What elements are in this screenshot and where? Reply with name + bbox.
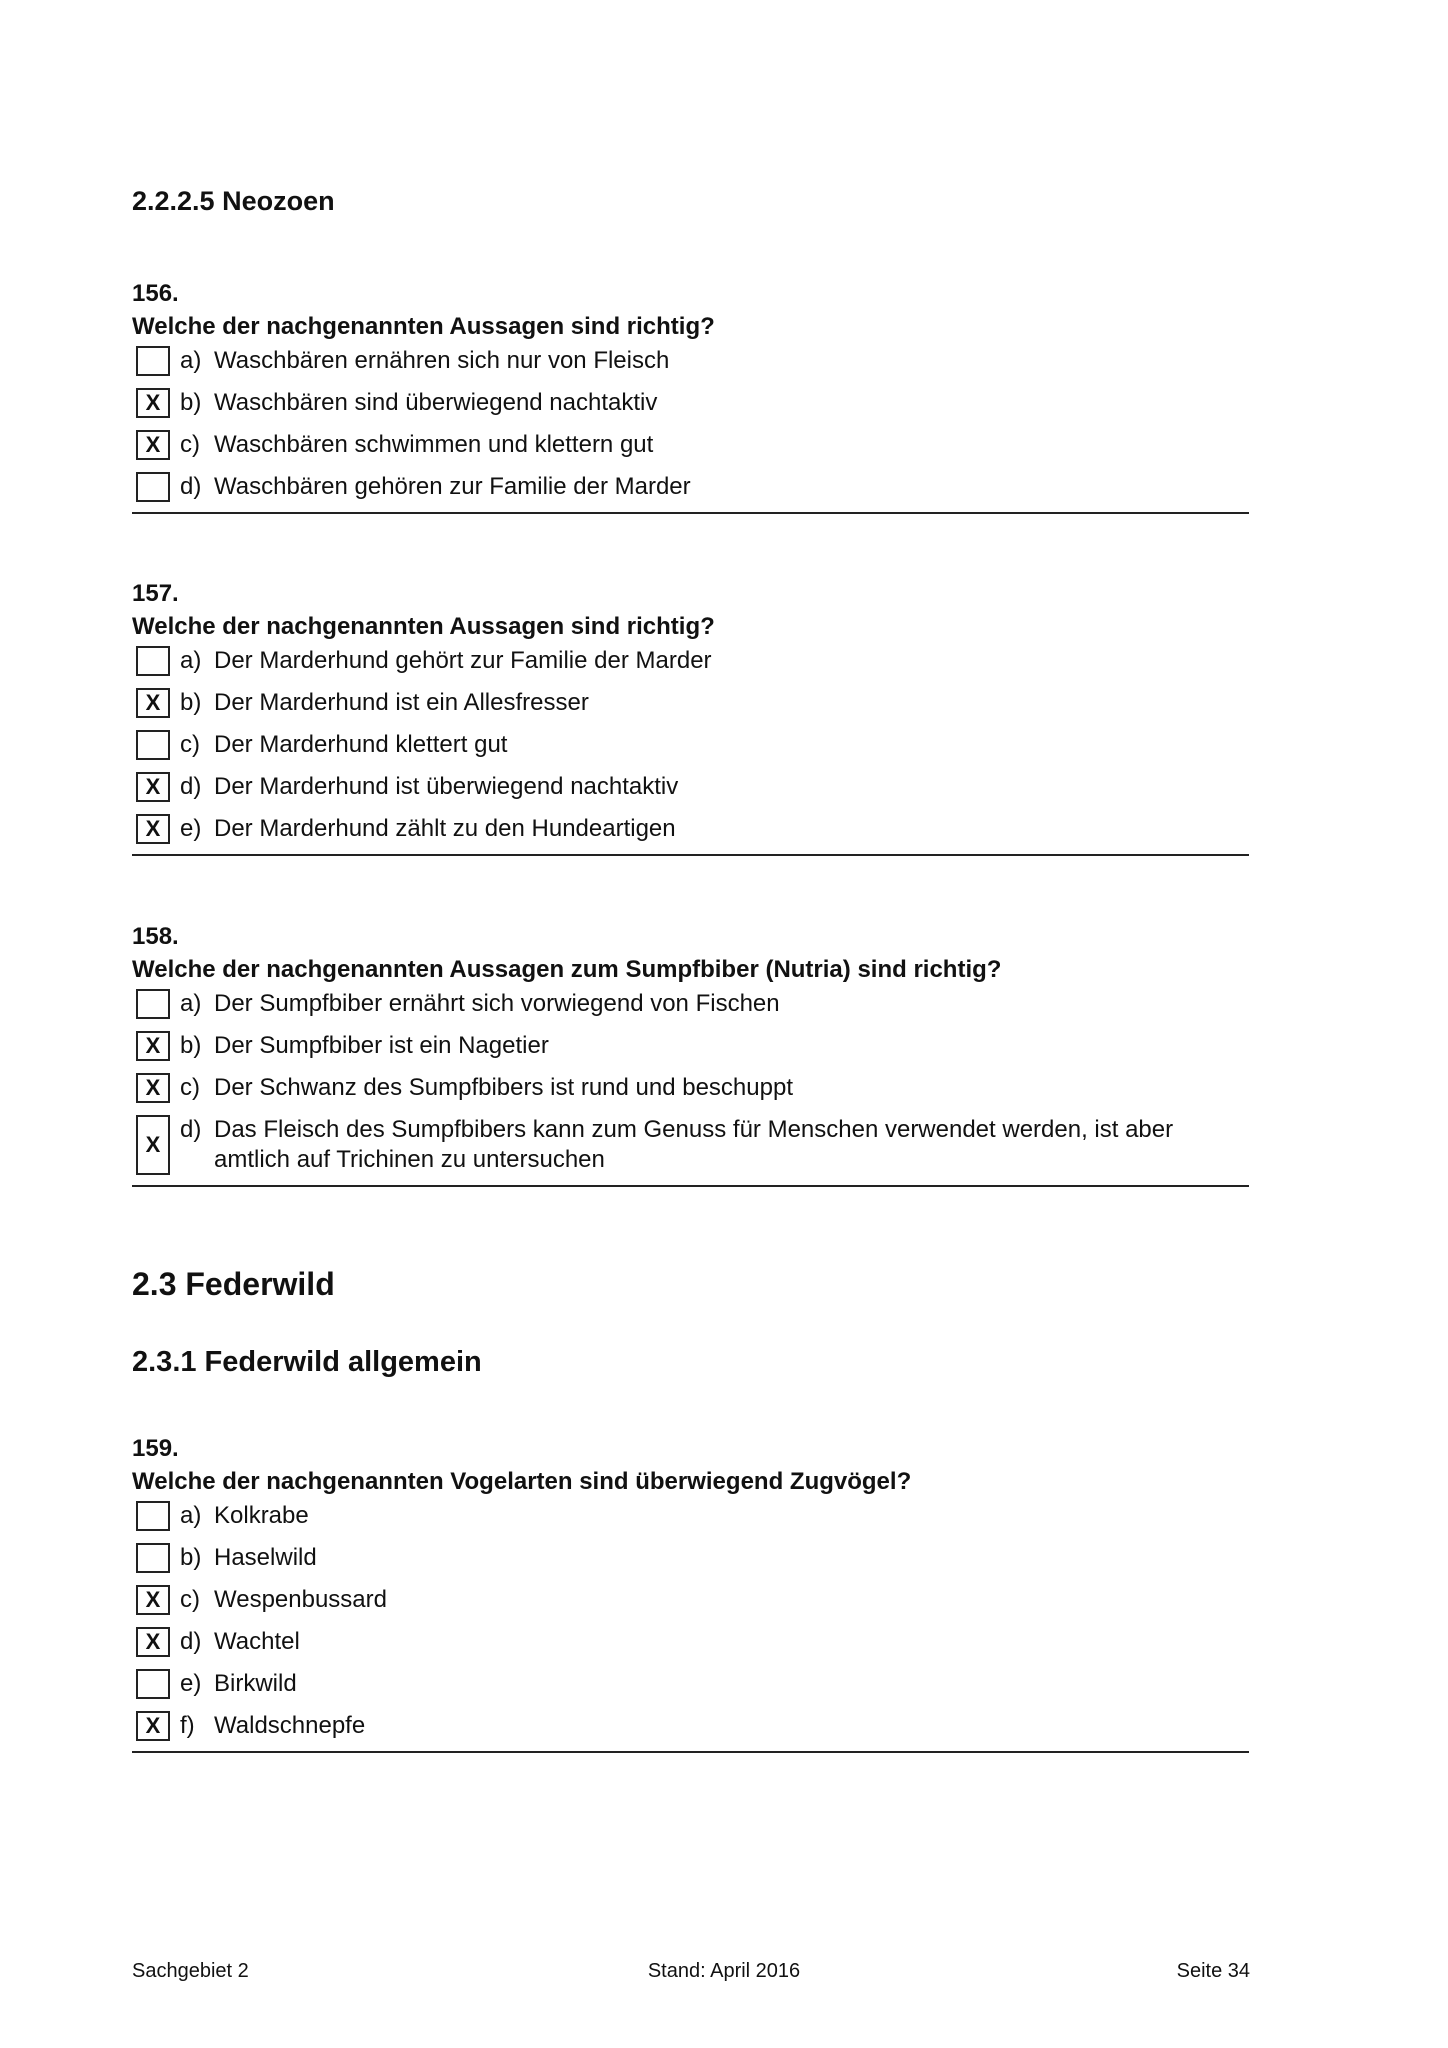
option-letter: a) — [180, 990, 202, 1017]
option-text: Der Schwanz des Sumpfbibers ist rund und beschuppt — [214, 1074, 793, 1101]
answer-checkbox[interactable]: X — [136, 1585, 170, 1615]
option-letter: f) — [180, 1712, 195, 1739]
option-text: Wachtel — [214, 1628, 300, 1655]
answer-option-a — [132, 989, 1249, 1019]
option-text: Haselwild — [214, 1544, 317, 1571]
option-text: Waschbären gehören zur Familie der Marder — [214, 473, 691, 500]
question-159 — [132, 1435, 1249, 1753]
answer-checkbox[interactable] — [136, 989, 170, 1019]
answer-checkbox[interactable]: X — [136, 688, 170, 718]
question-text: Welche der nachgenannten Aussagen zum Sumpfbiber (Nutria) sind richtig? — [132, 956, 1002, 983]
answer-checkbox[interactable]: X — [136, 772, 170, 802]
divider — [132, 512, 1249, 514]
answer-checkbox[interactable]: X — [136, 1073, 170, 1103]
option-text: Waldschnepfe — [214, 1712, 366, 1739]
question-number: 157. — [132, 580, 179, 607]
footer-page-number: Seite 34 — [1176, 1960, 1250, 1982]
question-158 — [132, 923, 1249, 1187]
answer-option-e — [132, 1669, 1249, 1699]
subsection-heading-federwild-allgemein: 2.3.1 Federwild allgemein — [132, 1346, 482, 1378]
option-text: Der Marderhund ist überwiegend nachtaktiv — [214, 773, 679, 800]
option-letter: e) — [180, 1670, 202, 1697]
option-letter: b) — [180, 1544, 202, 1571]
option-letter: d) — [180, 1116, 202, 1143]
section-heading-neozoen: 2.2.2.5 Neozoen — [132, 186, 335, 216]
answer-checkbox[interactable] — [136, 472, 170, 502]
option-text: Der Sumpfbiber ernährt sich vorwiegend von Fischen — [214, 990, 780, 1017]
divider — [132, 1751, 1249, 1753]
option-letter: a) — [180, 647, 202, 674]
option-text: Waschbären ernähren sich nur von Fleisch — [214, 347, 670, 374]
answer-option-d — [132, 472, 1249, 502]
question-number: 156. — [132, 280, 179, 307]
option-letter: b) — [180, 1032, 202, 1059]
option-letter: c) — [180, 1074, 200, 1101]
option-text: Der Marderhund klettert gut — [214, 731, 508, 758]
option-letter: d) — [180, 473, 202, 500]
answer-checkbox[interactable] — [136, 346, 170, 376]
option-text: Wespenbussard — [214, 1586, 387, 1613]
answer-option-b — [132, 688, 1249, 718]
option-letter: a) — [180, 1502, 202, 1529]
option-text: Das Fleisch des Sumpfbibers kann zum Genuss für Menschen verwendet werden, ist aber amtlich auf Trichinen zu untersuchen — [214, 1116, 1174, 1173]
answer-checkbox[interactable]: X — [136, 388, 170, 418]
option-text: Waschbären schwimmen und klettern gut — [214, 431, 654, 458]
answer-option-e — [132, 814, 1249, 844]
divider — [132, 1185, 1249, 1187]
answer-checkbox[interactable] — [136, 1543, 170, 1573]
option-letter: b) — [180, 689, 202, 716]
option-letter: a) — [180, 347, 202, 374]
question-156 — [132, 280, 1249, 514]
footer-date: Stand: April 2016 — [647, 1960, 801, 1982]
section-heading-federwild: 2.3 Federwild — [132, 1266, 335, 1302]
answer-option-b — [132, 1543, 1249, 1573]
option-letter: e) — [180, 815, 202, 842]
answer-option-a — [132, 346, 1249, 376]
footer-section: Sachgebiet 2 — [132, 1960, 249, 1982]
option-text: Waschbären sind überwiegend nachtaktiv — [214, 389, 658, 416]
option-text: Der Marderhund ist ein Allesfresser — [214, 689, 589, 716]
question-text: Welche der nachgenannten Aussagen sind richtig? — [132, 613, 715, 640]
option-text: Birkwild — [214, 1670, 297, 1697]
option-text: Kolkrabe — [214, 1502, 309, 1529]
answer-option-b — [132, 1031, 1249, 1061]
question-text: Welche der nachgenannten Aussagen sind richtig? — [132, 313, 715, 340]
answer-option-b — [132, 388, 1249, 418]
answer-checkbox[interactable]: X — [136, 1627, 170, 1657]
answer-checkbox[interactable]: X — [136, 1031, 170, 1061]
answer-checkbox[interactable] — [136, 1501, 170, 1531]
answer-checkbox[interactable]: X — [136, 814, 170, 844]
option-letter: c) — [180, 431, 200, 458]
answer-option-f — [132, 1711, 1249, 1741]
option-text: Der Marderhund zählt zu den Hundeartigen — [214, 815, 676, 842]
answer-option-c — [132, 730, 1249, 760]
option-text: Der Marderhund gehört zur Familie der Marder — [214, 647, 712, 674]
question-number: 159. — [132, 1435, 179, 1462]
question-157 — [132, 580, 1249, 856]
option-letter: c) — [180, 731, 200, 758]
answer-checkbox[interactable] — [136, 730, 170, 760]
answer-checkbox[interactable] — [136, 1669, 170, 1699]
question-number: 158. — [132, 923, 179, 950]
answer-checkbox[interactable]: X — [136, 1711, 170, 1741]
answer-option-a — [132, 1501, 1249, 1531]
answer-checkbox[interactable]: X — [136, 430, 170, 460]
option-letter: d) — [180, 773, 202, 800]
option-letter: d) — [180, 1628, 202, 1655]
option-letter: b) — [180, 389, 202, 416]
question-text: Welche der nachgenannten Vogelarten sind überwiegend Zugvögel? — [132, 1468, 912, 1495]
answer-checkbox[interactable]: X — [136, 1115, 170, 1175]
option-letter: c) — [180, 1586, 200, 1613]
answer-option-d — [132, 1627, 1249, 1657]
answer-option-c — [132, 1585, 1249, 1615]
answer-option-a — [132, 646, 1249, 676]
answer-option-c — [132, 1073, 1249, 1103]
divider — [132, 854, 1249, 856]
answer-option-d — [132, 1115, 1249, 1175]
answer-checkbox[interactable] — [136, 646, 170, 676]
answer-option-d — [132, 772, 1249, 802]
option-text: Der Sumpfbiber ist ein Nagetier — [214, 1032, 549, 1059]
answer-option-c — [132, 430, 1249, 460]
